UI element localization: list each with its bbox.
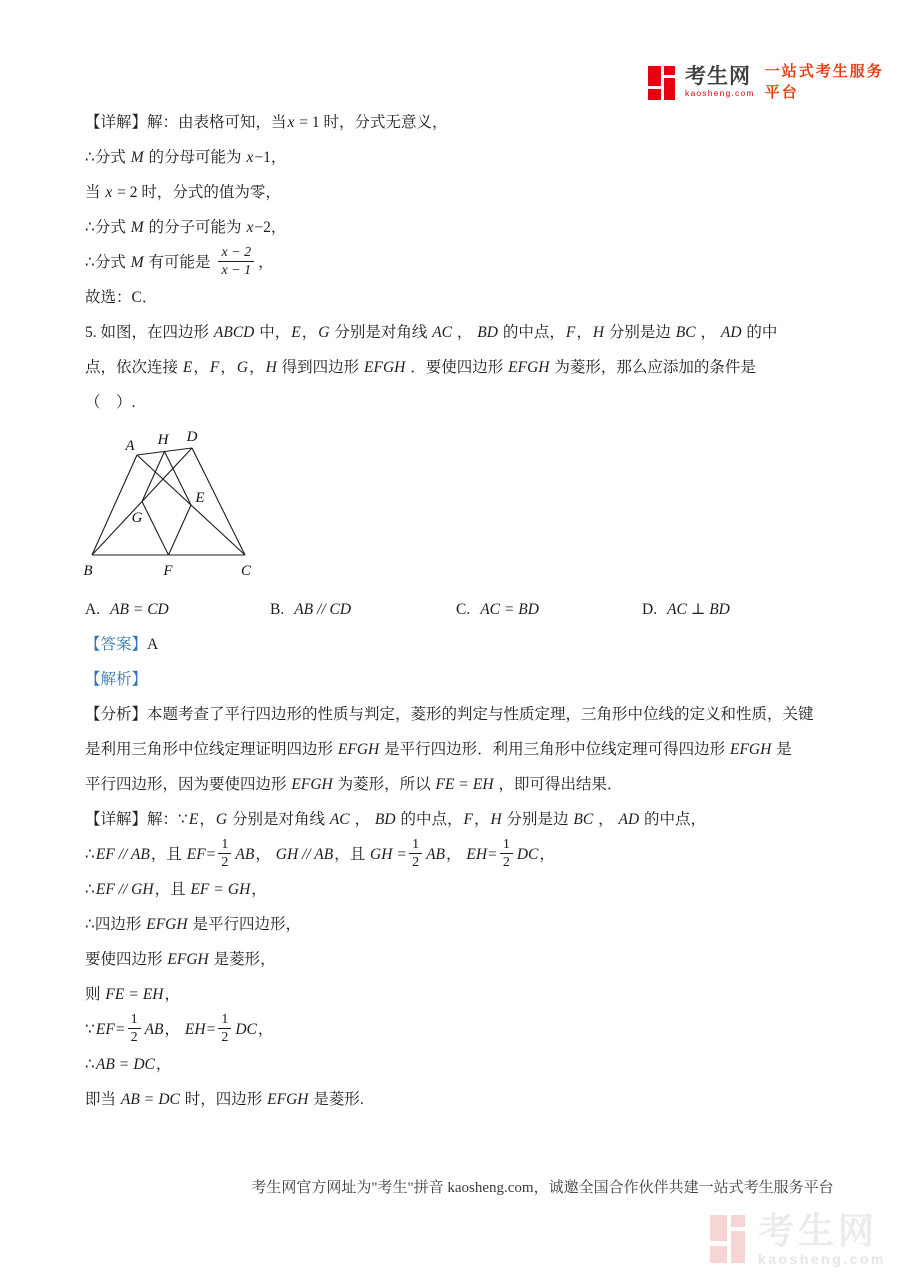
math-run: AC	[329, 811, 350, 829]
math-run: AD	[720, 324, 742, 342]
figure-label-A: A	[125, 438, 135, 455]
text-run: ，即可得出结果．	[494, 776, 623, 794]
math-run: EFGH	[267, 1091, 309, 1109]
text-run: −2，	[254, 219, 287, 236]
figure-line-AB	[92, 455, 137, 555]
analysis-label: 【解析】	[85, 671, 148, 689]
math-run: AB	[120, 1091, 140, 1109]
text-run: ，	[164, 986, 181, 1004]
text-run: 的分子可能为	[144, 219, 246, 236]
math-run: E	[291, 324, 301, 342]
text-run: 是	[772, 741, 792, 759]
math-run: GH	[370, 846, 393, 864]
option-B	[270, 592, 456, 627]
text-run: =	[125, 986, 142, 1004]
text-run: 是平行四边形，	[188, 916, 301, 934]
math-run: AD	[618, 811, 640, 829]
analysis-section	[85, 697, 855, 802]
text-run: 是平行四边形．利用三角形中位线定理可得四边形	[380, 741, 729, 759]
text-run: ，	[257, 1021, 274, 1039]
figure-label-H: H	[157, 432, 169, 449]
math-run: EF // AB	[95, 846, 150, 864]
text-run: 【分析】本题考查了平行四边形的性质与判定，菱形的判定与性质定理，三角形中位线的定义和性质，关键	[85, 706, 814, 724]
paragraph	[85, 140, 855, 175]
text-run: =	[393, 846, 407, 864]
option-expression: AB // CD	[294, 601, 352, 619]
text-run: ∴分式	[85, 219, 130, 236]
option-C	[456, 592, 642, 627]
math-run: GH // AB	[275, 846, 334, 864]
math-run: BC	[573, 811, 594, 829]
text-run: ，	[594, 811, 618, 829]
math-run: DC	[158, 1091, 180, 1109]
paragraph	[85, 385, 855, 420]
option-key: B.	[270, 601, 285, 619]
text-run: ，	[199, 811, 215, 829]
text-run: ，	[249, 359, 265, 377]
figure-line-FG	[142, 502, 169, 556]
kaosheng-logo-icon	[648, 64, 680, 100]
text-run: 是菱形，	[209, 951, 276, 969]
math-run: EFGH	[364, 359, 406, 377]
math-run: G	[318, 324, 330, 342]
figure-label-D: D	[186, 429, 198, 446]
text-run: 为菱形，所以	[333, 776, 435, 794]
math-run: EFGH	[729, 741, 772, 759]
math-run: AB	[235, 846, 255, 864]
text-run: ∴四边形	[85, 916, 146, 934]
text-run: 分别是边	[502, 811, 573, 829]
text-run: 的中点，	[640, 811, 707, 829]
watermark-logo	[710, 1210, 886, 1267]
paragraph	[85, 315, 855, 385]
text-run: =	[206, 846, 216, 864]
text-run: 分别是边	[605, 324, 675, 342]
fraction: $\frac{1}{2}$	[218, 837, 231, 870]
logo-tagline: 一站式考生服务平台	[764, 63, 884, 101]
text-run: ，	[258, 254, 274, 271]
text-run: ，	[576, 324, 592, 342]
logo-text	[685, 66, 755, 98]
text-run: ，且	[154, 881, 190, 899]
fraction: $\frac{1}{2}$	[218, 1012, 231, 1045]
math-run: F	[209, 359, 220, 377]
math-run: x	[105, 184, 113, 201]
text-run: 是利用三角形中位线定理证明四边形	[85, 741, 337, 759]
math-run: EH	[142, 986, 164, 1004]
math-run: BC	[675, 324, 696, 342]
figure-label-B: B	[83, 563, 93, 580]
option-A	[85, 592, 270, 627]
text-run: = 1 时，分式无意义，	[295, 114, 448, 131]
math-run: EF	[95, 1021, 115, 1039]
option-expression: AC = BD	[480, 601, 539, 619]
text-run: ∴分式	[85, 254, 130, 271]
figure-label-E: E	[195, 490, 205, 507]
math-run: EH	[184, 1021, 206, 1039]
option-key: C.	[456, 601, 471, 619]
text-run: 的中点，	[498, 324, 565, 342]
math-run: EF	[186, 846, 206, 864]
text-run: 的中点，	[396, 811, 463, 829]
fraction: $\frac{1}{2}$	[409, 837, 422, 870]
watermark-text	[757, 1210, 886, 1267]
math-run: DC	[133, 1056, 155, 1074]
paragraph	[85, 977, 855, 1012]
math-run: E	[188, 811, 199, 829]
math-run: H	[592, 324, 605, 342]
text-run: ．要使四边形	[406, 359, 508, 377]
logo-domain: kaosheng.com	[685, 88, 755, 99]
text-run: （ ）.	[85, 394, 136, 412]
math-run: DC	[235, 1021, 257, 1039]
text-run: 分别是对角线	[330, 324, 432, 342]
fraction: $\frac{x - 2}{x - 1}$	[217, 245, 255, 278]
text-run: 的分母可能为	[144, 149, 246, 166]
option-key: A.	[85, 601, 101, 619]
paragraph	[85, 1047, 855, 1082]
text-run: 有可能是	[144, 254, 215, 271]
analysis-line	[85, 662, 855, 697]
text-run: ∵	[85, 1021, 95, 1039]
text-run: 分别是对角线	[228, 811, 329, 829]
text-run: ∴分式	[85, 149, 130, 166]
math-run: EF	[190, 881, 210, 899]
document-content	[85, 105, 855, 1117]
text-run: ，	[255, 846, 275, 864]
fraction: $\frac{1}{2}$	[500, 837, 513, 870]
text-run: ，	[164, 1021, 184, 1039]
text-run: = 2 时，分式的值为零，	[113, 184, 281, 201]
math-run: EH	[466, 846, 488, 864]
text-run: ，	[696, 324, 720, 342]
math-run: AC	[432, 324, 453, 342]
paragraph	[85, 1012, 855, 1047]
math-run: BD	[477, 324, 498, 342]
option-expression: AC ⊥ BD	[667, 601, 730, 619]
math-run: E	[182, 359, 193, 377]
math-run: x	[246, 219, 254, 236]
math-run: FE	[435, 776, 455, 794]
math-run: BD	[374, 811, 396, 829]
math-run: M	[130, 149, 144, 166]
text-run: 【详解】解：由表格可知，当	[85, 114, 287, 131]
text-run: ，	[301, 324, 318, 342]
text-run: 即当	[85, 1091, 120, 1109]
math-run: EFGH	[291, 776, 333, 794]
text-run: 当	[85, 184, 105, 201]
math-run: F	[565, 324, 576, 342]
math-run: GH	[227, 881, 251, 899]
answer-options-row	[85, 592, 855, 627]
figure-label-G: G	[131, 510, 143, 527]
figure-line-GH	[142, 452, 165, 502]
text-run: 故选：C．	[85, 289, 158, 307]
math-run: H	[490, 811, 502, 829]
paragraph	[85, 105, 855, 140]
text-run: =	[455, 776, 472, 794]
text-run: 的中	[742, 324, 778, 342]
text-run: ，	[251, 881, 267, 899]
paragraph	[85, 175, 855, 210]
text-run: =	[488, 846, 497, 864]
text-run: =	[206, 1021, 216, 1039]
math-run: G	[215, 811, 228, 829]
text-run: 点，依次连接	[85, 359, 182, 377]
math-run: EH	[472, 776, 494, 794]
watermark-domain: kaosheng.com	[757, 1251, 886, 1267]
text-run: ，	[539, 846, 555, 864]
math-run: ABCD	[213, 324, 255, 342]
text-run: ，	[473, 811, 490, 829]
text-run: −1，	[254, 149, 287, 166]
math-run: x	[287, 114, 295, 131]
text-run: 5. 如图，在四边形	[85, 324, 213, 342]
math-run: EF // GH	[95, 881, 154, 899]
option-D	[642, 592, 731, 627]
geometry-figure	[80, 428, 270, 580]
text-run: =	[115, 1056, 133, 1074]
math-run: M	[130, 254, 144, 271]
text-run: ∴	[85, 846, 95, 864]
text-run: 是菱形.	[309, 1091, 364, 1109]
math-run: H	[265, 359, 277, 377]
option-key: D.	[642, 601, 658, 619]
math-run: F	[463, 811, 473, 829]
figure-label-F: F	[163, 563, 173, 580]
text-run: ∴	[85, 881, 95, 899]
text-run: =	[115, 1021, 125, 1039]
logo-name: 考生网	[685, 65, 751, 89]
math-run: M	[130, 219, 144, 236]
figure-line-EF	[169, 505, 192, 555]
paragraph	[85, 837, 855, 872]
text-run: 得到四边形	[277, 359, 364, 377]
text-run: ，	[220, 359, 236, 377]
paragraph	[85, 802, 855, 837]
text-run: 则	[85, 986, 105, 1004]
text-run: ，且	[334, 846, 370, 864]
paragraph	[85, 210, 855, 245]
text-run: ∴	[85, 1056, 95, 1074]
watermark-logo-icon	[710, 1215, 750, 1265]
math-run: AB	[426, 846, 445, 864]
fraction: $\frac{1}{2}$	[128, 1012, 141, 1045]
text-run: ，	[350, 811, 374, 829]
text-run: ，	[155, 1056, 172, 1074]
text-run: =	[140, 1091, 158, 1109]
solution-q4-section	[85, 105, 855, 315]
kaosheng-logo	[648, 60, 900, 104]
paragraph	[85, 942, 855, 977]
text-run: ，	[446, 846, 466, 864]
text-run: 为菱形，那么应添加的条件是	[550, 359, 756, 377]
paragraph	[85, 872, 855, 907]
text-run: 时，四边形	[180, 1091, 267, 1109]
answer-line	[85, 627, 855, 662]
figure-line-HE	[165, 452, 192, 506]
math-run: AB	[144, 1021, 164, 1039]
math-run: EFGH	[167, 951, 209, 969]
answer-label: 【答案】	[85, 636, 148, 654]
text-run: 平行四边形，因为要使四边形	[85, 776, 291, 794]
math-run: DC	[516, 846, 539, 864]
math-run: G	[236, 359, 249, 377]
text-run: ，	[193, 359, 209, 377]
paragraph	[85, 697, 855, 802]
text-run: 中，	[255, 324, 291, 342]
math-run: AB	[95, 1056, 115, 1074]
math-run: EFGH	[337, 741, 380, 759]
text-run: 要使四边形	[85, 951, 167, 969]
footer-text: 考生网官方网址为"考生"拼音 kaosheng.com，诚邀全国合作伙伴共建一站式考生服务平台	[251, 1180, 834, 1196]
text-run: =	[210, 881, 227, 899]
math-run: EFGH	[146, 916, 188, 934]
question-5-section	[85, 315, 855, 420]
paragraph	[85, 907, 855, 942]
math-run: FE	[105, 986, 125, 1004]
paragraph	[85, 245, 855, 280]
figure-label-C: C	[240, 563, 252, 580]
text-run: ，	[453, 324, 477, 342]
math-run: x	[246, 149, 254, 166]
paragraph	[85, 1082, 855, 1117]
detail-solution-section	[85, 802, 855, 1117]
watermark-name: 考生网	[757, 1210, 878, 1251]
option-expression: AB = CD	[110, 601, 169, 619]
text-run: 【详解】解：∵	[85, 811, 188, 829]
math-run: EFGH	[508, 359, 550, 377]
answer-value: A	[147, 636, 159, 654]
text-run: ，且	[150, 846, 186, 864]
paragraph	[85, 280, 855, 315]
